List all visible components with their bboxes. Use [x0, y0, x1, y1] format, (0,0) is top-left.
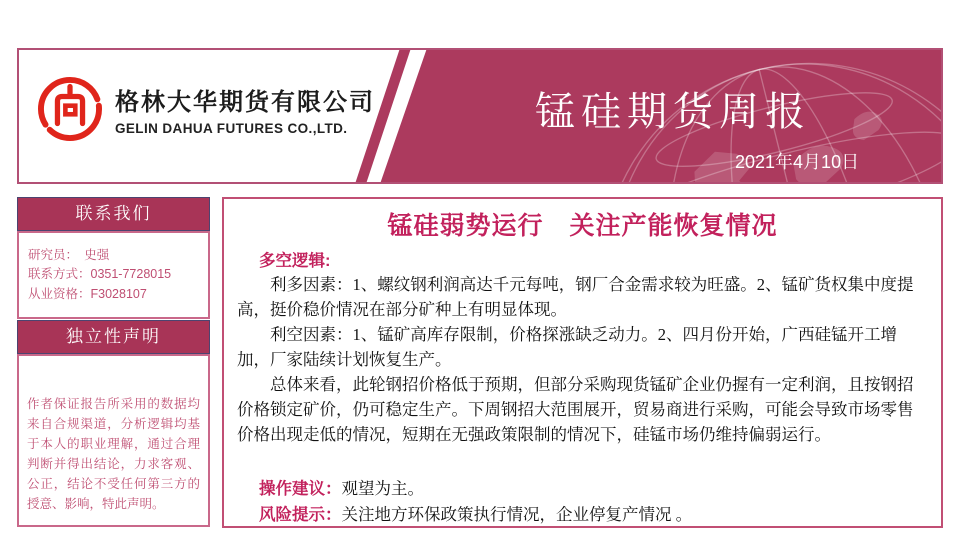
risk-warning-text: 关注地方环保政策执行情况，企业停复产情况 。: [341, 505, 693, 525]
company-brand: [37, 76, 375, 142]
contact-researcher: 研究员： 史强: [28, 248, 110, 262]
contact-phone: 联系方式：0351-7728015: [28, 267, 172, 282]
report-headline: 锰硅弱势运行 关注产能恢复情况: [387, 212, 778, 240]
bullish-factors-paragraph: 利多因素：1、螺纹钢利润高达千元每吨，钢厂合金需求较为旺盛。2、锰矿货权集中度提高，挺价稳价情况在部分矿种上有明显体现。: [237, 275, 914, 320]
company-name-cn: 格林大华期货有限公司: [115, 89, 375, 116]
report-date: 2021年4月10日: [735, 152, 860, 172]
operation-advice-text: 观望为主。: [341, 478, 424, 498]
operation-advice-label: 操作建议：: [259, 479, 342, 498]
independence-statement-box: [17, 354, 210, 527]
logic-heading: 多空逻辑:: [259, 252, 331, 270]
independence-section-title: 独立性声明: [17, 320, 210, 354]
report-title: 锰硅期货周报: [535, 90, 811, 134]
advice-block: [259, 476, 928, 529]
overall-view-paragraph: 总体来看，此轮钢招价格低于预期，但部分采购现货锰矿企业仍握有一定利润，且按钢招价格锁定矿价，仍可稳定生产。下周钢招大范围展开，贸易商进行采购，可能会导致市场零售价格出现走低的情况，短期在无强政策限制的情况下，硅锰市场仍维持偏弱运行。: [237, 375, 914, 445]
risk-warning-label: 风险提示：: [259, 506, 342, 525]
operation-advice-line: [259, 476, 928, 503]
independence-statement-text: 作者保证报告所采用的数据均来自合规渠道，分析逻辑均基于本人的职业理解，通过合理判断并得出结论，力求客观、公正，结论不受任何第三方的授意、影响，特此声明。: [27, 397, 200, 511]
contact-qualification: 从业资格：F3028107: [28, 286, 147, 301]
company-name-en: GELIN DAHUA FUTURES CO.,LTD.: [115, 121, 348, 136]
report-header: [17, 48, 943, 184]
contact-section-title: 联系我们: [17, 197, 210, 231]
report-body: [222, 197, 943, 528]
bearish-factors-paragraph: 利空因素：1、锰矿高库存限制，价格探涨缺乏动力。2、四月份开始，广西硅锰开工增加，厂家陆续计划恢复生产。: [237, 325, 897, 370]
company-logo-icon: [37, 76, 103, 142]
contact-info-box: [17, 231, 210, 319]
risk-warning-line: [259, 502, 928, 529]
analysis-paragraphs: [237, 272, 928, 448]
